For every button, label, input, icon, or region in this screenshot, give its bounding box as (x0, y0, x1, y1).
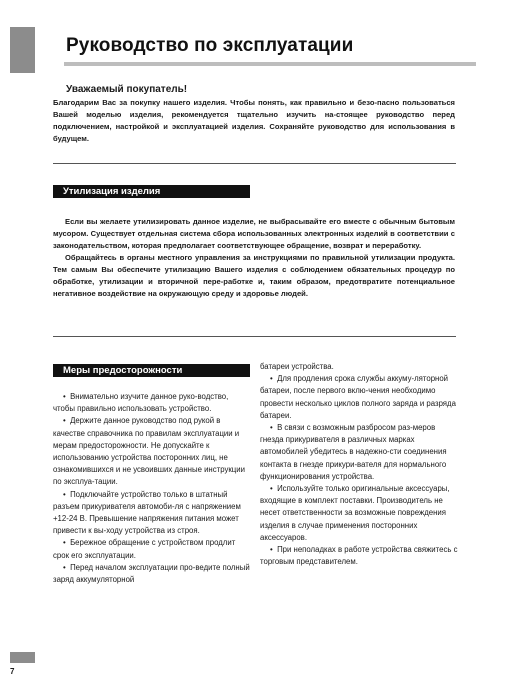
side-tab-marker (10, 27, 35, 73)
section-heading-precautions: Меры предосторожности (53, 364, 250, 377)
disposal-text (53, 216, 455, 300)
intro-paragraph: Благодарим Вас за покупку нашего изделия. Чтобы понять, как правильно и безо-пасно пользоваться Вашей моделью изделия, рекомендуется тщательно изучить на-стоящее руководство перед подключением, настройкой и эксплуатацией изделия. Сохраняйте руководство для использования в будущем. (53, 98, 455, 143)
divider-line (53, 336, 456, 337)
precaution-item: • Бережное обращение с устройством продлит срок его эксплуатации. (53, 537, 251, 561)
precaution-item: • Используйте только оригинальные аксессуары, входящие в комплект поставки. Производитель не несет ответственности за возможные повреждения изделия в случае применения посторонних аксессуаров. (260, 483, 460, 544)
greeting-heading: Уважаемый покупатель! (66, 84, 188, 95)
precaution-item: • Подключайте устройство только в штатный разъем прикуривателя автомоби-ля с напряжением +12-24 В. Превышение напряжения питания может привести к вы-ходу устройства из строя. (53, 489, 251, 538)
page-number-marker (10, 652, 35, 663)
title-underline (64, 62, 476, 66)
precaution-item: • Внимательно изучите данное руко-водство, чтобы правильно использовать устройство. (53, 391, 251, 415)
precaution-item: • При неполадках в работе устройства свяжитесь с торговым представителем. (260, 544, 460, 568)
precautions-right-column (260, 361, 460, 568)
precaution-item: • В связи с возможным разбросом раз-меров гнезда прикуривателя в различных марках автомобилей убедитесь в надежно-сти соединения контакта в гнезде прикури-вателя для нормального функционирования устройства. (260, 422, 460, 483)
page-title: Руководство по эксплуатации (66, 35, 354, 56)
section-heading-disposal: Утилизация изделия (53, 185, 250, 198)
precautions-left-column (53, 391, 251, 586)
precaution-item: • Для продления срока службы аккуму-ляторной батареи, после первого вклю-чения необходимо провести несколько циклов полного заряда и разряда батареи. (260, 373, 460, 422)
divider-line (53, 163, 456, 164)
disposal-paragraph: Если вы желаете утилизировать данное изделие, не выбрасывайте его вместе с обычным бытовым мусором. Существует отдельная система сбора использованных электронных изделий в соответствии с законодательством, которая предполагает соответствующее обращение, возврат и переработку. (53, 217, 455, 250)
precaution-item: • Держите данное руководство под рукой в качестве справочника по правилам эксплуатации и мерам предосторожности. Не допускайте к использованию устройства посторонних лиц, не ознакомившихся и не усвоивших данные инструкции по эксплуа-тации. (53, 415, 251, 488)
disposal-paragraph: Обращайтесь в органы местного управления за инструкциями по правильной утилизации продукта. Тем самым Вы обеспечите утилизацию Вашего изделия с соблюдением обязательных процедур по обработке, утилизации и вторичной пере-работке и, таким образом, предотвратите потенциальное негативное воздействие на окружающую среду и здоровье людей. (53, 253, 455, 298)
precaution-item-continuation: батареи устройства. (260, 362, 334, 371)
page-number: 7 (10, 667, 15, 676)
precaution-item: • Перед началом эксплуатации про-ведите полный заряд аккумуляторной (53, 562, 251, 586)
